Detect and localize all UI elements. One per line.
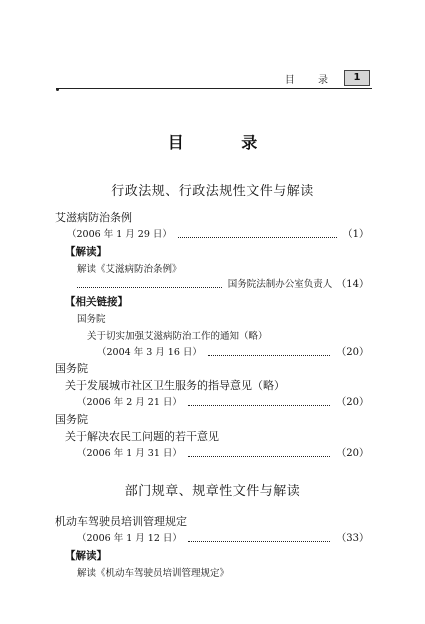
interpretation-text: 解读《机动车驾驶员培训管理规定》 bbox=[77, 568, 230, 579]
entry-date: （2004 年 3 月 16 日） bbox=[97, 347, 202, 358]
entry-page: （20） bbox=[336, 397, 369, 408]
running-header bbox=[56, 70, 372, 89]
issuer: 国务院 bbox=[55, 413, 88, 426]
entry-date: （2006 年 1 月 31 日） bbox=[77, 448, 182, 459]
entry-date: （2006 年 1 月 29 日） bbox=[67, 229, 172, 240]
toc-entry-title: 关于解决农民工问题的若干意见 bbox=[65, 430, 219, 443]
toc-entry bbox=[55, 227, 369, 243]
entry-page: （33） bbox=[336, 533, 369, 544]
tag-text: 【解读】 bbox=[65, 550, 107, 562]
toc-entry bbox=[55, 531, 369, 547]
leader-dots bbox=[77, 286, 222, 288]
related-links-tag bbox=[55, 294, 379, 310]
tag-text: 【相关链接】 bbox=[65, 296, 128, 308]
leader-dots bbox=[188, 404, 330, 406]
interpretation-text: 解读《艾滋病防治条例》 bbox=[77, 264, 182, 275]
leader-dots bbox=[188, 455, 330, 457]
tag-text: 【解读】 bbox=[65, 246, 107, 258]
toc-entry bbox=[55, 446, 369, 462]
entry-date: （2006 年 1 月 12 日） bbox=[77, 533, 182, 544]
issuer-text: 国务院 bbox=[77, 314, 106, 325]
link-title-text: 关于切实加强艾滋病防治工作的通知（略） bbox=[87, 331, 268, 342]
page-number: 1 bbox=[344, 70, 370, 86]
interpretation-tag bbox=[55, 548, 379, 564]
leader-dots bbox=[208, 354, 330, 356]
toc-entry-title: 艾滋病防治条例 bbox=[55, 211, 132, 224]
link-title bbox=[55, 328, 401, 344]
interpretation-title bbox=[55, 565, 391, 581]
leader-dots bbox=[178, 236, 337, 238]
page-title: 目 录 bbox=[167, 133, 284, 152]
toc-entry-title: 机动车驾驶员培训管理规定 bbox=[55, 515, 187, 528]
entry-page: （1） bbox=[342, 229, 369, 240]
entry-author: 国务院法制办公室负责人 bbox=[227, 279, 333, 290]
interpretation-title bbox=[55, 261, 391, 277]
entry-page: （20） bbox=[336, 448, 369, 459]
section-heading: 行政法规、行政法规性文件与解读 bbox=[111, 184, 314, 199]
section-heading: 部门规章、规章性文件与解读 bbox=[124, 484, 301, 499]
entry-page: （14） bbox=[336, 279, 369, 290]
interpretation-tag bbox=[55, 244, 379, 260]
issuer bbox=[55, 311, 391, 327]
leader-dots bbox=[188, 540, 330, 542]
toc-entry bbox=[55, 395, 369, 411]
toc-entry bbox=[55, 277, 369, 293]
header-dot bbox=[56, 88, 59, 91]
toc-entry bbox=[55, 345, 369, 361]
entry-page: （20） bbox=[336, 347, 369, 358]
issuer: 国务院 bbox=[55, 362, 88, 375]
entry-date: （2006 年 2 月 21 日） bbox=[77, 397, 182, 408]
header-label: 目 录 bbox=[284, 75, 338, 86]
toc-entry-title: 关于发展城市社区卫生服务的指导意见（略） bbox=[65, 379, 285, 392]
